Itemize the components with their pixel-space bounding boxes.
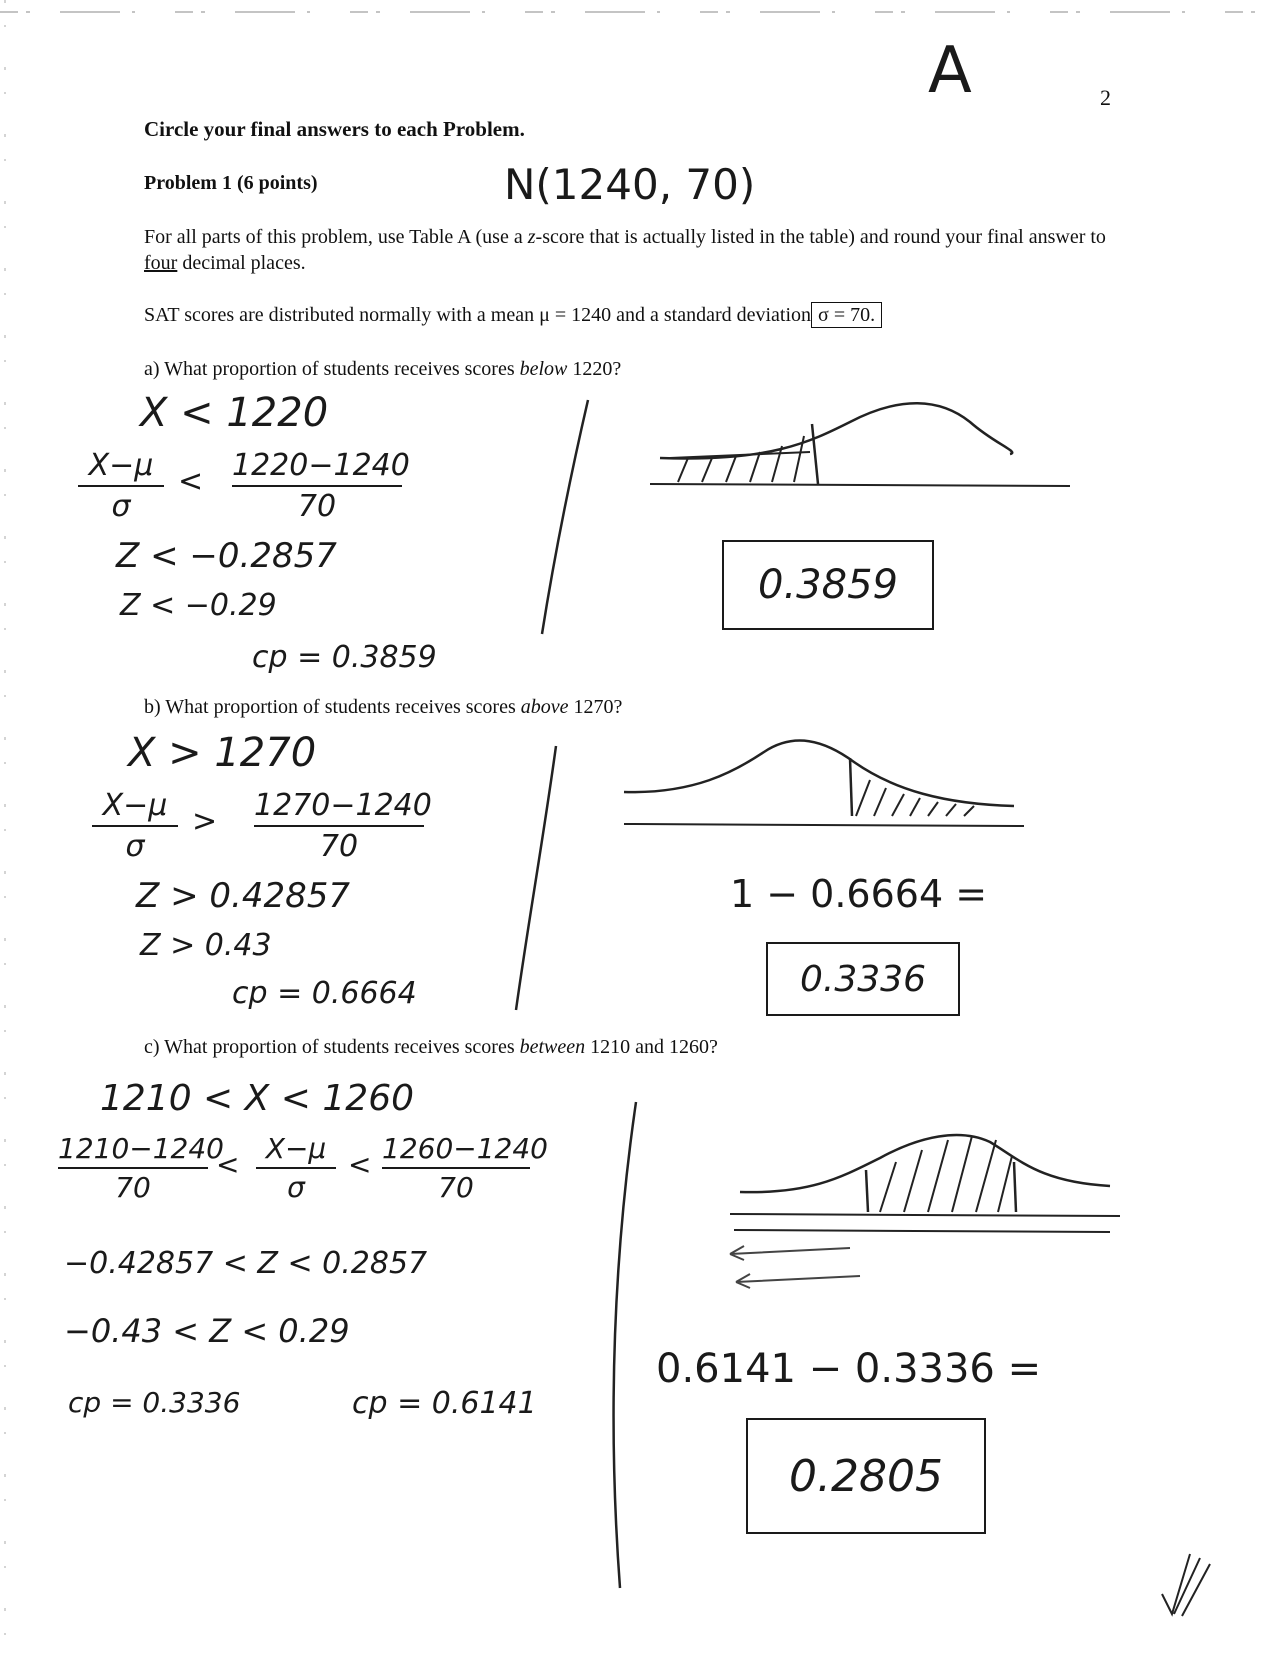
b-op: > bbox=[192, 804, 218, 839]
c-answer-box bbox=[746, 1418, 986, 1534]
c-divider bbox=[596, 1100, 656, 1590]
grader-tally-mark bbox=[1160, 1544, 1220, 1624]
c-calc: 0.6141 − 0.3336 = bbox=[656, 1346, 1042, 1392]
a-normal-curve-sketch bbox=[650, 392, 1070, 512]
b-work-line1: X > 1270 bbox=[128, 730, 317, 776]
a-work-line5: cp = 0.3859 bbox=[252, 640, 437, 675]
c-answer: 0.2805 bbox=[789, 1450, 943, 1502]
b-frac-left: X−μ σ bbox=[92, 788, 178, 864]
version-mark: A bbox=[928, 34, 972, 108]
question-a: a) What proportion of students receives scores below 1220? bbox=[144, 358, 622, 380]
c-op1: < bbox=[216, 1148, 240, 1181]
c-frac-c: 1260−1240 70 bbox=[382, 1132, 548, 1204]
b-frac-right: 1270−1240 70 bbox=[254, 788, 432, 864]
c-work-line4: −0.43 < Z < 0.29 bbox=[64, 1312, 350, 1350]
page-number: 2 bbox=[1100, 85, 1111, 110]
c-cp-low: cp = 0.3336 bbox=[68, 1386, 241, 1419]
b-answer-box bbox=[766, 942, 960, 1016]
b-answer: 0.3336 bbox=[800, 958, 926, 1000]
c-work-line1: 1210 < X < 1260 bbox=[100, 1078, 414, 1119]
a-op: < bbox=[178, 464, 204, 499]
b-work-line3: Z > 0.42857 bbox=[136, 876, 350, 916]
a-work-line4: Z < −0.29 bbox=[120, 588, 277, 623]
instruction: Circle your final answers to each Problem. bbox=[144, 117, 525, 141]
a-work-line3: Z < −0.2857 bbox=[116, 536, 337, 576]
b-work-line4: Z > 0.43 bbox=[140, 928, 272, 963]
b-work-line5: cp = 0.6664 bbox=[232, 976, 417, 1011]
question-c: c) What proportion of students receives scores between 1210 and 1260? bbox=[144, 1036, 718, 1058]
a-divider bbox=[530, 398, 590, 638]
b-normal-curve-sketch bbox=[624, 732, 1044, 852]
scan-left-edge bbox=[0, 0, 10, 1657]
c-work-line3: −0.42857 < Z < 0.2857 bbox=[64, 1246, 428, 1281]
c-frac-a: 1210−1240 70 bbox=[58, 1132, 224, 1204]
c-frac-b: X−μ σ bbox=[256, 1132, 336, 1204]
distribution-note: N(1240, 70) bbox=[504, 160, 756, 209]
sigma-box: σ = 70. bbox=[811, 302, 882, 328]
b-divider bbox=[508, 744, 568, 1014]
a-frac-left: X−μ σ bbox=[78, 448, 164, 524]
directions: For all parts of this problem, use Table A (use a z-score that is actually listed in the table) and round your final answer to four decimal places. bbox=[144, 226, 1106, 274]
problem-statement: SAT scores are distributed normally with a mean μ = 1240 and a standard deviation σ = 70. bbox=[144, 302, 882, 328]
a-answer-box bbox=[722, 540, 934, 630]
c-normal-curve-sketch bbox=[730, 1122, 1150, 1302]
a-work-line1: X < 1220 bbox=[140, 390, 329, 436]
c-cp-high: cp = 0.6141 bbox=[352, 1386, 537, 1421]
scan-top-edge bbox=[0, 0, 1280, 20]
problem-title: Problem 1 (6 points) bbox=[144, 172, 318, 194]
question-b: b) What proportion of students receives scores above 1270? bbox=[144, 696, 623, 718]
b-calc: 1 − 0.6664 = bbox=[730, 872, 988, 916]
a-frac-right: 1220−1240 70 bbox=[232, 448, 410, 524]
a-answer: 0.3859 bbox=[758, 562, 898, 608]
c-op2: < bbox=[348, 1148, 372, 1181]
